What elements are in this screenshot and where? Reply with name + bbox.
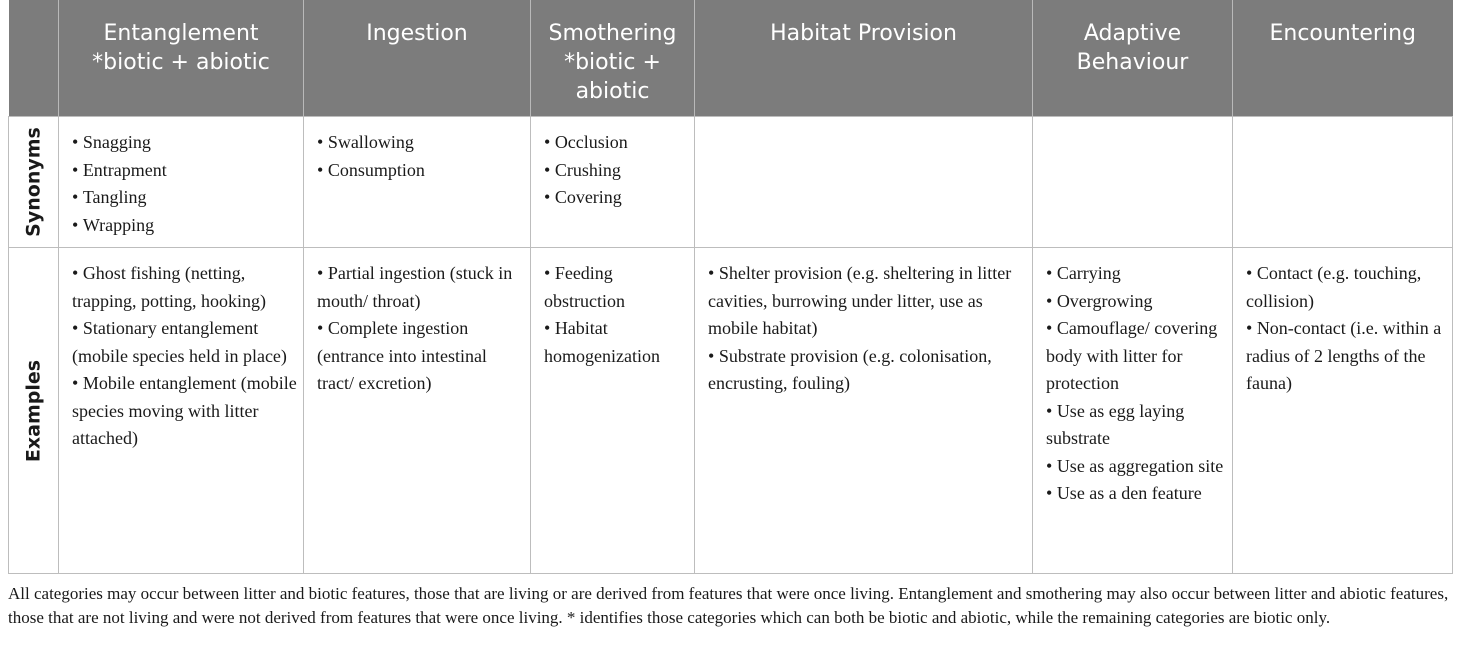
synonyms-encountering-cell (1233, 117, 1453, 248)
list-item: • Partial ingestion (stuck in mouth/ throat) (317, 260, 524, 315)
list-item: • Use as a den feature (1046, 480, 1226, 508)
header-row (9, 0, 1453, 117)
header-corner (9, 0, 59, 117)
header-smothering: Smothering *biotic + abiotic (531, 0, 695, 117)
list-item: • Carrying (1046, 260, 1226, 288)
examples-encountering-cell (1233, 248, 1453, 574)
list-item: • Consumption (317, 157, 524, 185)
header-entanglement: Entanglement *biotic + abiotic (59, 0, 304, 117)
list-item: • Wrapping (72, 212, 297, 240)
list-item: • Crushing (544, 157, 688, 185)
synonyms-habitat-provision-cell (695, 117, 1033, 248)
list-item: • Mobile entanglement (mobile species moving with litter attached) (72, 370, 297, 453)
examples-smothering-cell (531, 248, 695, 574)
row-label-examples (9, 248, 59, 574)
impact-table (8, 0, 1453, 574)
list-item: • Covering (544, 184, 688, 212)
table-row-synonyms (9, 117, 1453, 248)
synonyms-smothering-cell (531, 117, 695, 248)
list-item: • Complete ingestion (entrance into intestinal tract/ excretion) (317, 315, 524, 398)
header-ingestion: Ingestion (304, 0, 531, 117)
examples-entanglement-cell (59, 248, 304, 574)
synonyms-ingestion-cell (304, 117, 531, 248)
synonyms-entanglement-cell (59, 117, 304, 248)
list-item: • Camouflage/ covering body with litter for protection (1046, 315, 1226, 398)
row-label-text: Synonyms (21, 127, 44, 237)
header-adaptive-behaviour: Adaptive Behaviour (1033, 0, 1233, 117)
list-item: • Ghost fishing (netting, trapping, potting, hooking) (72, 260, 297, 315)
row-label-synonyms (9, 117, 59, 248)
list-item: • Stationary entanglement (mobile species held in place) (72, 315, 297, 370)
row-label-text: Examples (21, 359, 44, 462)
examples-ingestion-cell (304, 248, 531, 574)
list-item: • Snagging (72, 129, 297, 157)
list-item: • Occlusion (544, 129, 688, 157)
list-item: • Swallowing (317, 129, 524, 157)
header-habitat-provision: Habitat Provision (695, 0, 1033, 117)
list-item: • Shelter provision (e.g. sheltering in litter cavities, burrowing under litter, use as mobile habitat) (708, 260, 1026, 343)
list-item: • Feeding obstruction (544, 260, 688, 315)
list-item: • Use as aggregation site (1046, 453, 1226, 481)
header-encountering: Encountering (1233, 0, 1453, 117)
list-item: • Use as egg laying substrate (1046, 398, 1226, 453)
list-item: • Substrate provision (e.g. colonisation, encrusting, fouling) (708, 343, 1026, 398)
list-item: • Tangling (72, 184, 297, 212)
list-item: • Entrapment (72, 157, 297, 185)
examples-habitat-provision-cell (695, 248, 1033, 574)
list-item: • Non-contact (i.e. within a radius of 2 lengths of the fauna) (1246, 315, 1446, 398)
examples-adaptive-behaviour-cell (1033, 248, 1233, 574)
synonyms-adaptive-behaviour-cell (1033, 117, 1233, 248)
list-item: • Habitat homogenization (544, 315, 688, 370)
table-row-examples (9, 248, 1453, 574)
list-item: • Contact (e.g. touching, collision) (1246, 260, 1446, 315)
table-footnote: All categories may occur between litter and biotic features, those that are living or are derived from features that were once living. Entanglement and smothering may also occur between litter and abiotic features, those that are not living and were not derived from features that were once living. * identifies those categories which can both be biotic and abiotic, while the remaining categories are biotic only. (8, 584, 1449, 627)
list-item: • Overgrowing (1046, 288, 1226, 316)
